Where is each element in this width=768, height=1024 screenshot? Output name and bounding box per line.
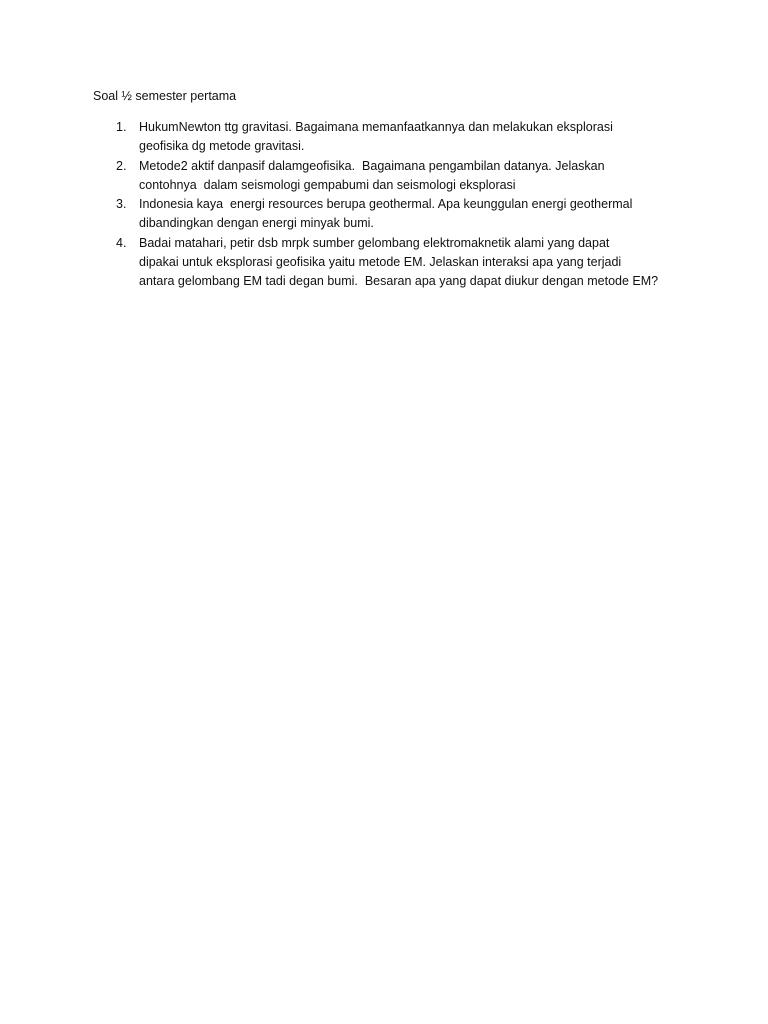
question-item-1 — [116, 118, 716, 157]
question-line: antara gelombang EM tadi degan bumi. Besaran apa yang dapat diukur dengan metode EM? — [139, 274, 659, 289]
question-number: 2. — [116, 158, 127, 173]
question-list — [116, 118, 716, 292]
question-item-2 — [116, 157, 716, 196]
question-number: 1. — [116, 120, 127, 134]
question-line: Badai matahari, petir dsb mrpk sumber gelombang elektromaknetik alami yang dapat — [139, 235, 610, 250]
question-line: Indonesia kaya energi resources berupa geothermal. Apa keunggulan energi geothermal — [139, 197, 633, 212]
question-line: contohnya dalam seismologi gempabumi dan seismologi eksplorasi — [139, 177, 516, 192]
question-number: 3. — [116, 197, 127, 212]
question-number: 4. — [116, 235, 127, 250]
question-item-3 — [116, 195, 716, 234]
question-line: HukumNewton ttg gravitasi. Bagaimana memanfaatkannya dan melakukan eksplorasi — [139, 120, 613, 134]
document-title: Soal ½ semester pertama — [93, 89, 237, 103]
question-line: dibandingkan dengan energi minyak bumi. — [139, 216, 374, 231]
question-line: geofisika dg metode gravitasi. — [139, 139, 305, 154]
question-line: Metode2 aktif danpasif dalamgeofisika. Bagaimana pengambilan datanya. Jelaskan — [139, 158, 605, 173]
question-line: dipakai untuk eksplorasi geofisika yaitu metode EM. Jelaskan interaksi apa yang terjadi — [139, 255, 622, 270]
question-item-4 — [116, 234, 716, 292]
